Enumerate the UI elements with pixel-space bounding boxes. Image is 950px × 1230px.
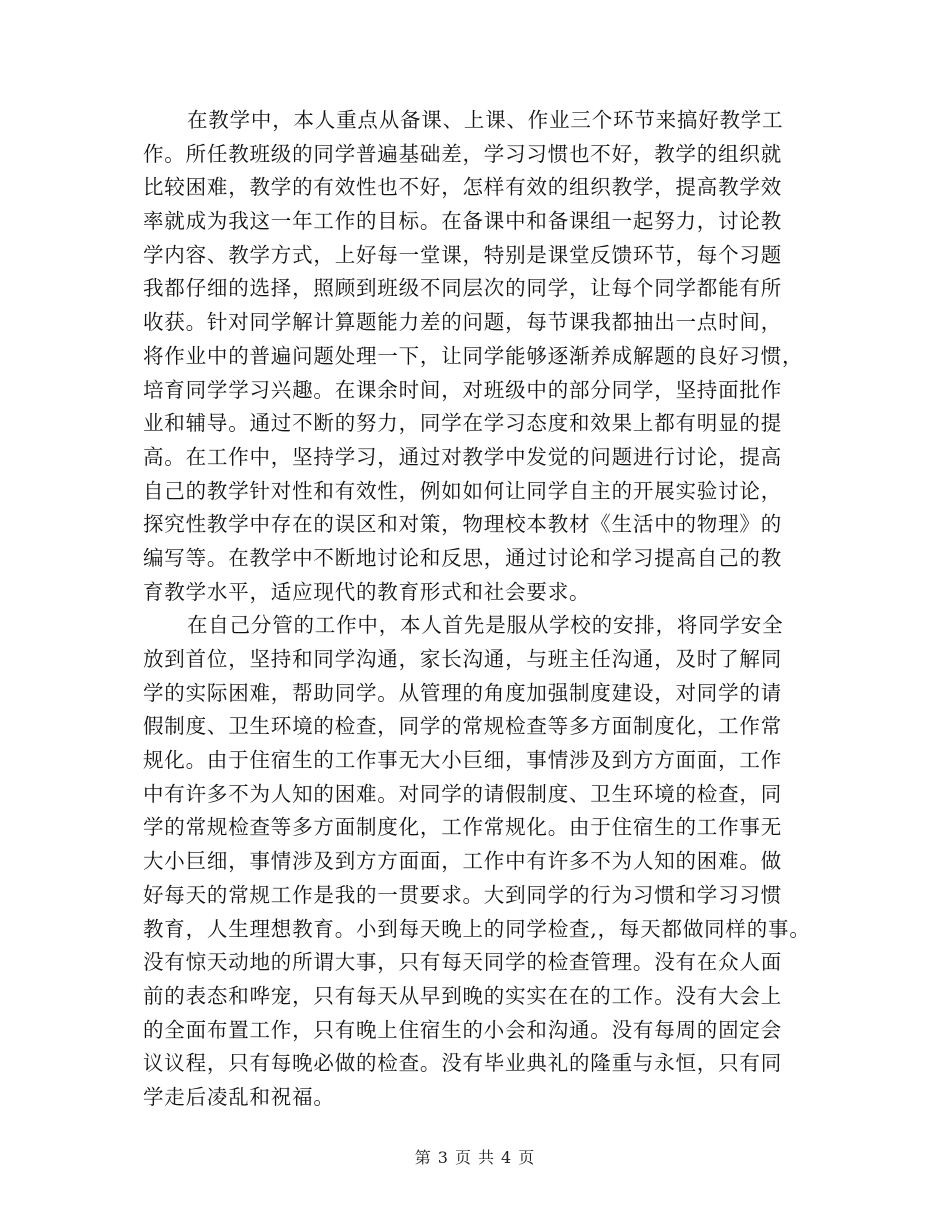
text-line: 的全面布置工作，只有晚上住宿生的小会和沟通。没有每周的固定会: [143, 1017, 782, 1042]
document-body: [143, 104, 825, 1115]
text-line: 自己的教学针对性和有效性，例如如何让同学自主的开展实验讨论，: [143, 478, 782, 503]
text-line: 将作业中的普遍问题处理一下，让同学能够逐渐养成解题的良好习惯，: [143, 343, 804, 368]
text-line: 育教学水平，适应现代的教育形式和社会要求。: [143, 579, 591, 604]
page-label-suffix: 页: [518, 1148, 536, 1167]
text-line: 我都仔细的选择，照顾到班级不同层次的同学，让每个同学都能有所: [143, 276, 782, 301]
text-line: 在教学中，本人重点从备课、上课、作业三个环节来搞好教学工: [187, 108, 784, 132]
text-line: 好每天的常规工作是我的一贯要求。大到同学的行为习惯和学习习惯: [143, 882, 782, 907]
text-line: 大小巨细，事情涉及到方方面面，工作中有许多不为人知的困难。做: [143, 849, 782, 874]
text-line: 学的实际困难，帮助同学。从管理的角度加强制度建设，对同学的请: [143, 680, 782, 705]
text-line: 在自己分管的工作中，本人首先是服从学校的安排，将同学安全: [187, 613, 784, 638]
paragraph-management: [143, 609, 825, 1114]
page-label-prefix: 第: [414, 1148, 432, 1167]
paragraph-teaching: [143, 104, 825, 609]
text-line: 业和辅导。通过不断的努力，同学在学习态度和效果上都有明显的提: [143, 411, 782, 436]
page-footer: [0, 1145, 950, 1168]
text-line: 学内容、教学方式，上好每一堂课，特别是课堂反馈环节，每个习题: [143, 242, 782, 267]
text-line: 前的表态和哗宠，只有每天从早到晚的实实在在的工作。没有大会上: [143, 983, 782, 1008]
text-line: 放到首位，坚持和同学沟通，家长沟通，与班主任沟通，及时了解同: [143, 647, 782, 671]
text-line: 培育同学学习兴趣。在课余时间，对班级中的部分同学，坚持面批作: [143, 377, 782, 402]
text-line: 高。在工作中，坚持学习，通过对教学中发觉的问题进行讨论，提高: [143, 444, 782, 469]
text-line: 编写等。在教学中不断地讨论和反思，通过讨论和学习提高自己的教: [143, 545, 782, 570]
text-line: 中有许多不为人知的困难。对同学的请假制度、卫生环境的检查，同: [143, 781, 782, 806]
current-page-number: 3: [437, 1148, 449, 1167]
text-line: 教育，人生理想教育。小到每天晚上的同学检查,，每天都做同样的事。: [143, 916, 811, 941]
text-line: 学走后凌乱和祝福。: [143, 1084, 335, 1109]
text-line: 收获。针对同学解计算题能力差的问题，每节课我都抽出一点时间，: [143, 310, 782, 335]
text-line: 议议程，只有每晚必做的检查。没有毕业典礼的隆重与永恒，只有同: [143, 1051, 782, 1076]
text-line: 学的常规检查等多方面制度化，工作常规化。由于住宿生的工作事无: [143, 815, 782, 840]
text-line: 没有惊天动地的所谓大事，只有每天同学的检查管理。没有在众人面: [143, 950, 782, 975]
text-line: 率就成为我这一年工作的目标。在备课中和备课组一起努力，讨论教: [143, 209, 782, 234]
page-label-mid: 页 共: [454, 1148, 496, 1167]
text-line: 比较困难，教学的有效性也不好，怎样有效的组织教学，提高教学效: [143, 175, 782, 200]
text-line: 规化。由于住宿生的工作事无大小巨细，事情涉及到方方面面，工作: [143, 748, 782, 773]
text-line: 探究性教学中存在的误区和对策，物理校本教材《生活中的物理》的: [143, 512, 782, 537]
text-line: 假制度、卫生环境的检查，同学的常规检查等多方面制度化，工作常: [143, 714, 782, 739]
text-line: 作。所任教班级的同学普遍基础差，学习习惯也不好，教学的组织就: [143, 141, 782, 166]
total-pages-number: 4: [501, 1148, 513, 1167]
